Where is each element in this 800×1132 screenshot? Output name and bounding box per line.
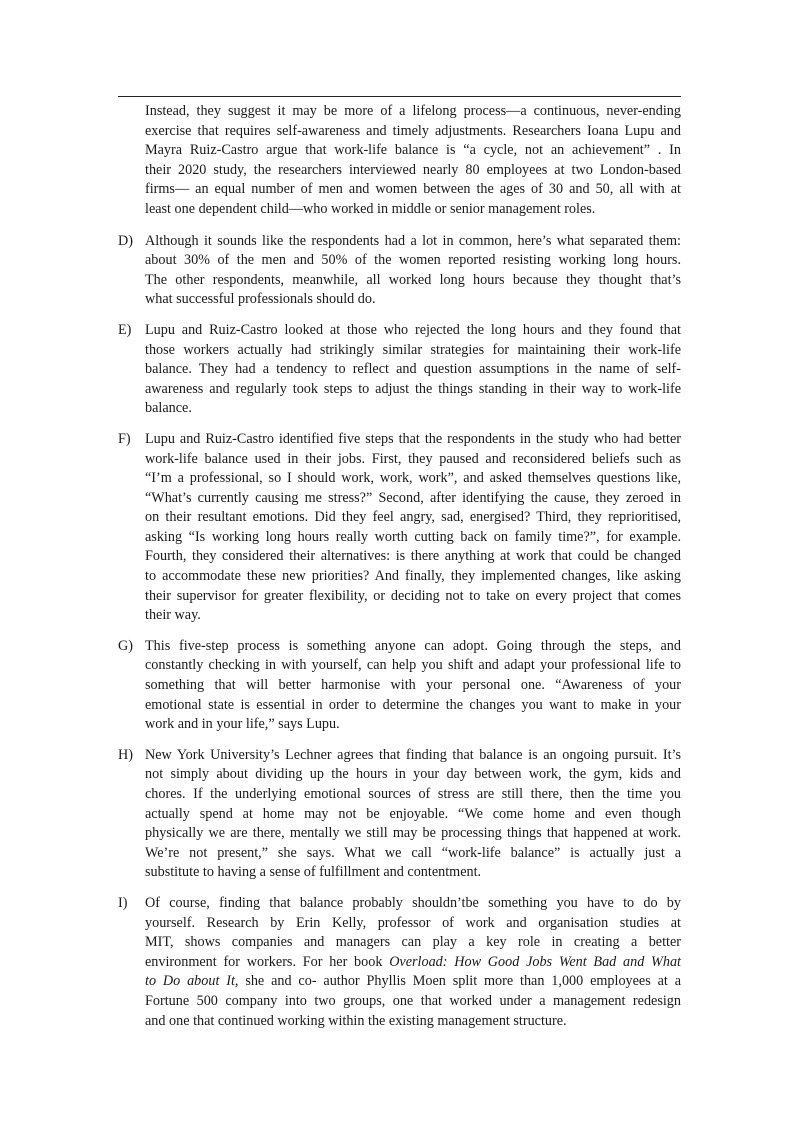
- book-title: to Do about It: [145, 973, 235, 990]
- paragraph-c-continuation: [118, 102, 681, 220]
- text-line: emotional state is essential in order to determine the changes you want to make in your: [145, 696, 681, 713]
- paragraph-h: [118, 746, 681, 883]
- text-segment: , she and co- author Phyllis Moen split more than 1,000 employees at a: [234, 973, 681, 990]
- text-line: their supervisor for greater flexibility, or deciding not to take on every project that comes: [145, 587, 681, 604]
- text-line: constantly checking in with yourself, can help you shift and adapt your professional life to: [145, 657, 681, 674]
- text-line: asking “Is working long hours really worth cutting back on family time?”, for example.: [145, 528, 681, 545]
- text-line: those workers actually had strikingly similar strategies for maintaining their work-life: [145, 341, 681, 358]
- text-line: firms— an equal number of men and women between the ages of 30 and 50, all with at: [145, 181, 681, 198]
- paragraph-d: [118, 232, 681, 310]
- text-line: Lupu and Ruiz-Castro looked at those who rejected the long hours and they found that: [145, 321, 681, 338]
- paragraph-letter: F): [118, 430, 131, 447]
- paragraph-g: [118, 637, 681, 735]
- text-line: not simply about dividing up the hours in your day between work, the gym, kids and: [145, 766, 681, 783]
- text-line: something that will better harmonise with your personal one. “Awareness of your: [145, 677, 681, 694]
- text-line: We’re not present,” she says. What we call “work-life balance” is actually just a: [145, 844, 681, 861]
- text-line: “I’m a professional, so I should work, work, work”, and asked themselves questions like,: [145, 470, 681, 487]
- text-line: exercise that requires self-awareness and timely adjustments. Researchers Ioana Lupu and: [145, 122, 681, 139]
- text-line: Fourth, they considered their alternatives: is there anything at work that could be changed: [145, 548, 681, 565]
- header-rule: [118, 96, 681, 97]
- paragraph-letter: I): [118, 894, 128, 911]
- text-line: MIT, shows companies and managers can play a key role in creating a better: [145, 934, 681, 951]
- text-line: [145, 953, 681, 973]
- text-line: balance. They had a tendency to reflect and question assumptions in the name of self-: [145, 361, 681, 378]
- paragraph-letter: E): [118, 321, 132, 338]
- paragraph-i: [118, 894, 681, 1031]
- paragraph-f: [118, 430, 681, 626]
- text-line: Instead, they suggest it may be more of a lifelong process—a continuous, never-ending: [145, 103, 681, 119]
- text-line: their 2020 study, the researchers interviewed nearly 80 employees at two London-based: [145, 161, 681, 178]
- text-line: actually spend at home may not be enjoyable. “We come home and even though: [145, 805, 681, 822]
- text-line: awareness and regularly took steps to adjust the things standing in their way to work-life: [145, 380, 681, 397]
- text-line: about 30% of the men and 50% of the women reported resisting working long hours.: [145, 252, 681, 269]
- text-line: [145, 972, 681, 992]
- text-line: balance.: [145, 400, 192, 417]
- text-line: Although it sounds like the respondents had a lot in common, here’s what separated them:: [145, 232, 681, 249]
- text-line: substitute to having a sense of fulfillment and contentment.: [145, 864, 482, 881]
- text-line: on their resultant emotions. Did they feel angry, sad, energised? Third, they reprioritised,: [145, 509, 681, 526]
- text-line: chores. If the underlying emotional sources of stress are still there, then the time you: [145, 786, 681, 802]
- text-line: what successful professionals should do.: [145, 291, 376, 308]
- text-line: work-life balance used in their jobs. First, they paused and reconsidered beliefs such as: [145, 450, 681, 467]
- text-line: This five-step process is something anyone can adopt. Going through the steps, and: [145, 637, 681, 654]
- text-line: Mayra Ruiz-Castro argue that work-life balance is “a cycle, not an achievement” . In: [145, 142, 681, 159]
- text-line: least one dependent child—who worked in middle or senior management roles.: [145, 200, 596, 217]
- paragraph-letter: D): [118, 232, 133, 249]
- paragraph-letter: G): [118, 637, 133, 654]
- text-line: yourself. Research by Erin Kelly, professor of work and organisation studies at: [145, 914, 681, 931]
- text-line: Lupu and Ruiz-Castro identified five steps that the respondents in the study who had better: [145, 430, 681, 447]
- text-line: work and in your life,” says Lupu.: [145, 716, 340, 733]
- paragraph-e: [118, 321, 681, 419]
- text-line: “What’s currently causing me stress?” Second, after identifying the cause, they zeroed in: [145, 489, 681, 506]
- text-line: and one that continued working within the existing management structure.: [145, 1012, 567, 1029]
- article-body: [118, 102, 681, 1042]
- text-segment: environment for workers. For her book: [145, 953, 383, 970]
- text-line: Of course, finding that balance probably shouldn’tbe something you have to do by: [145, 894, 681, 911]
- text-line: to accommodate these new priorities? And finally, they implemented changes, like asking: [145, 568, 681, 585]
- book-title: Overload: How Good Jobs Went Bad and What: [389, 953, 681, 970]
- text-line: New York University’s Lechner agrees that finding that balance is an ongoing pursuit. It’s: [145, 746, 681, 763]
- text-line: The other respondents, meanwhile, all worked long hours because they thought that’s: [145, 271, 681, 288]
- paragraph-letter: H): [118, 746, 133, 763]
- text-line: their way.: [145, 607, 201, 624]
- text-line: physically we are there, mentally we still may be processing things that happened at work.: [145, 825, 681, 842]
- text-line: Fortune 500 company into two groups, one that worked under a management redesign: [145, 992, 681, 1009]
